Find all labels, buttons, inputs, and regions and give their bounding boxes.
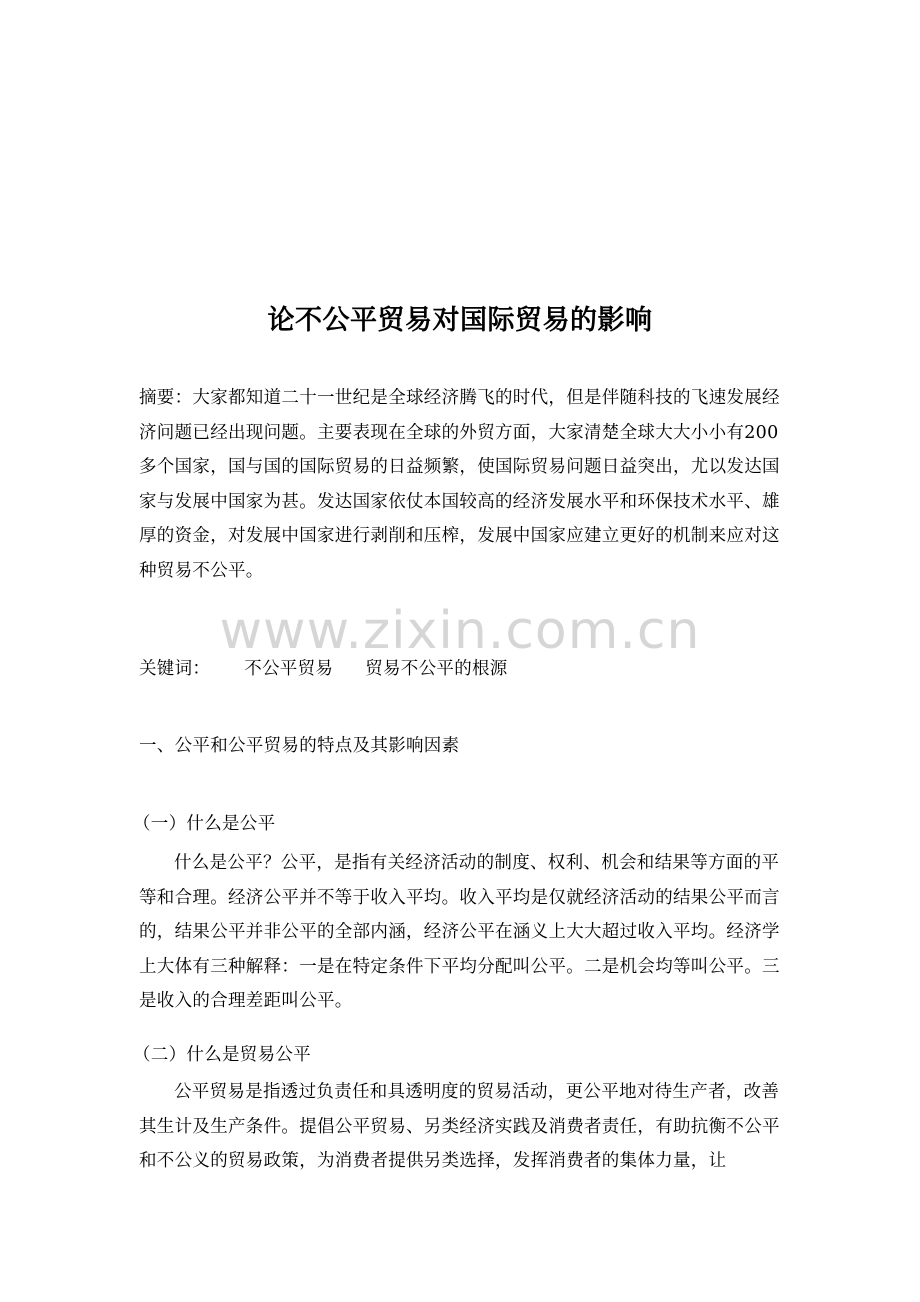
watermark: www.zixin.com.cn	[219, 601, 701, 661]
abstract-paragraph: 摘要：大家都知道二十一世纪是全球经济腾飞的时代，但是伴随科技的飞速发展经济问题已经出现问题。主要表现在全球的外贸方面，大家清楚全球大大小小有200多个国家，国与国的国际贸易的日益频繁，使国际贸易问题日益突出，尤以发达国家与发展中国家为甚。发达国家依仗本国较高的经济发展水平和环保技术水平、雄厚的资金，对发展中国家进行剥削和压榨，发展中国家应建立更好的机制来应对这种贸易不公平。	[139, 388, 780, 581]
keyword-item: 贸易不公平的根源	[365, 659, 508, 679]
subsection-heading: （二）什么是贸易公平	[133, 1045, 311, 1065]
document-title: 论不公平贸易对国际贸易的影响	[267, 305, 653, 336]
section-heading: 一、公平和公平贸易的特点及其影响因素	[139, 736, 460, 756]
subsection-heading: （一）什么是公平	[133, 814, 276, 834]
keywords-label: 关键词：	[139, 659, 211, 679]
body-paragraph: 公平贸易是指透过负责任和具透明度的贸易活动，更公平地对待生产者，改善其生计及生产条件。提倡公平贸易、另类经济实践及消费者责任，有助抗衡不公平和不公义的贸易政策，为消费者提供另类选择，发挥消费者的集体力量，让	[139, 1082, 780, 1171]
keyword-item: 不公平贸易	[244, 659, 334, 679]
keywords-line	[139, 652, 789, 687]
body-paragraph: 什么是公平？公平，是指有关经济活动的制度、权利、机会和结果等方面的平等和合理。经济公平并不等于收入平均。收入平均是仅就经济活动的结果公平而言的，结果公平并非公平的全部内涵，经济公平在涵义上大大超过收入平均。经济学上大体有三种解释：一是在特定条件下平均分配叫公平。二是机会均等叫公平。三是收入的合理差距叫公平。	[139, 853, 780, 1011]
